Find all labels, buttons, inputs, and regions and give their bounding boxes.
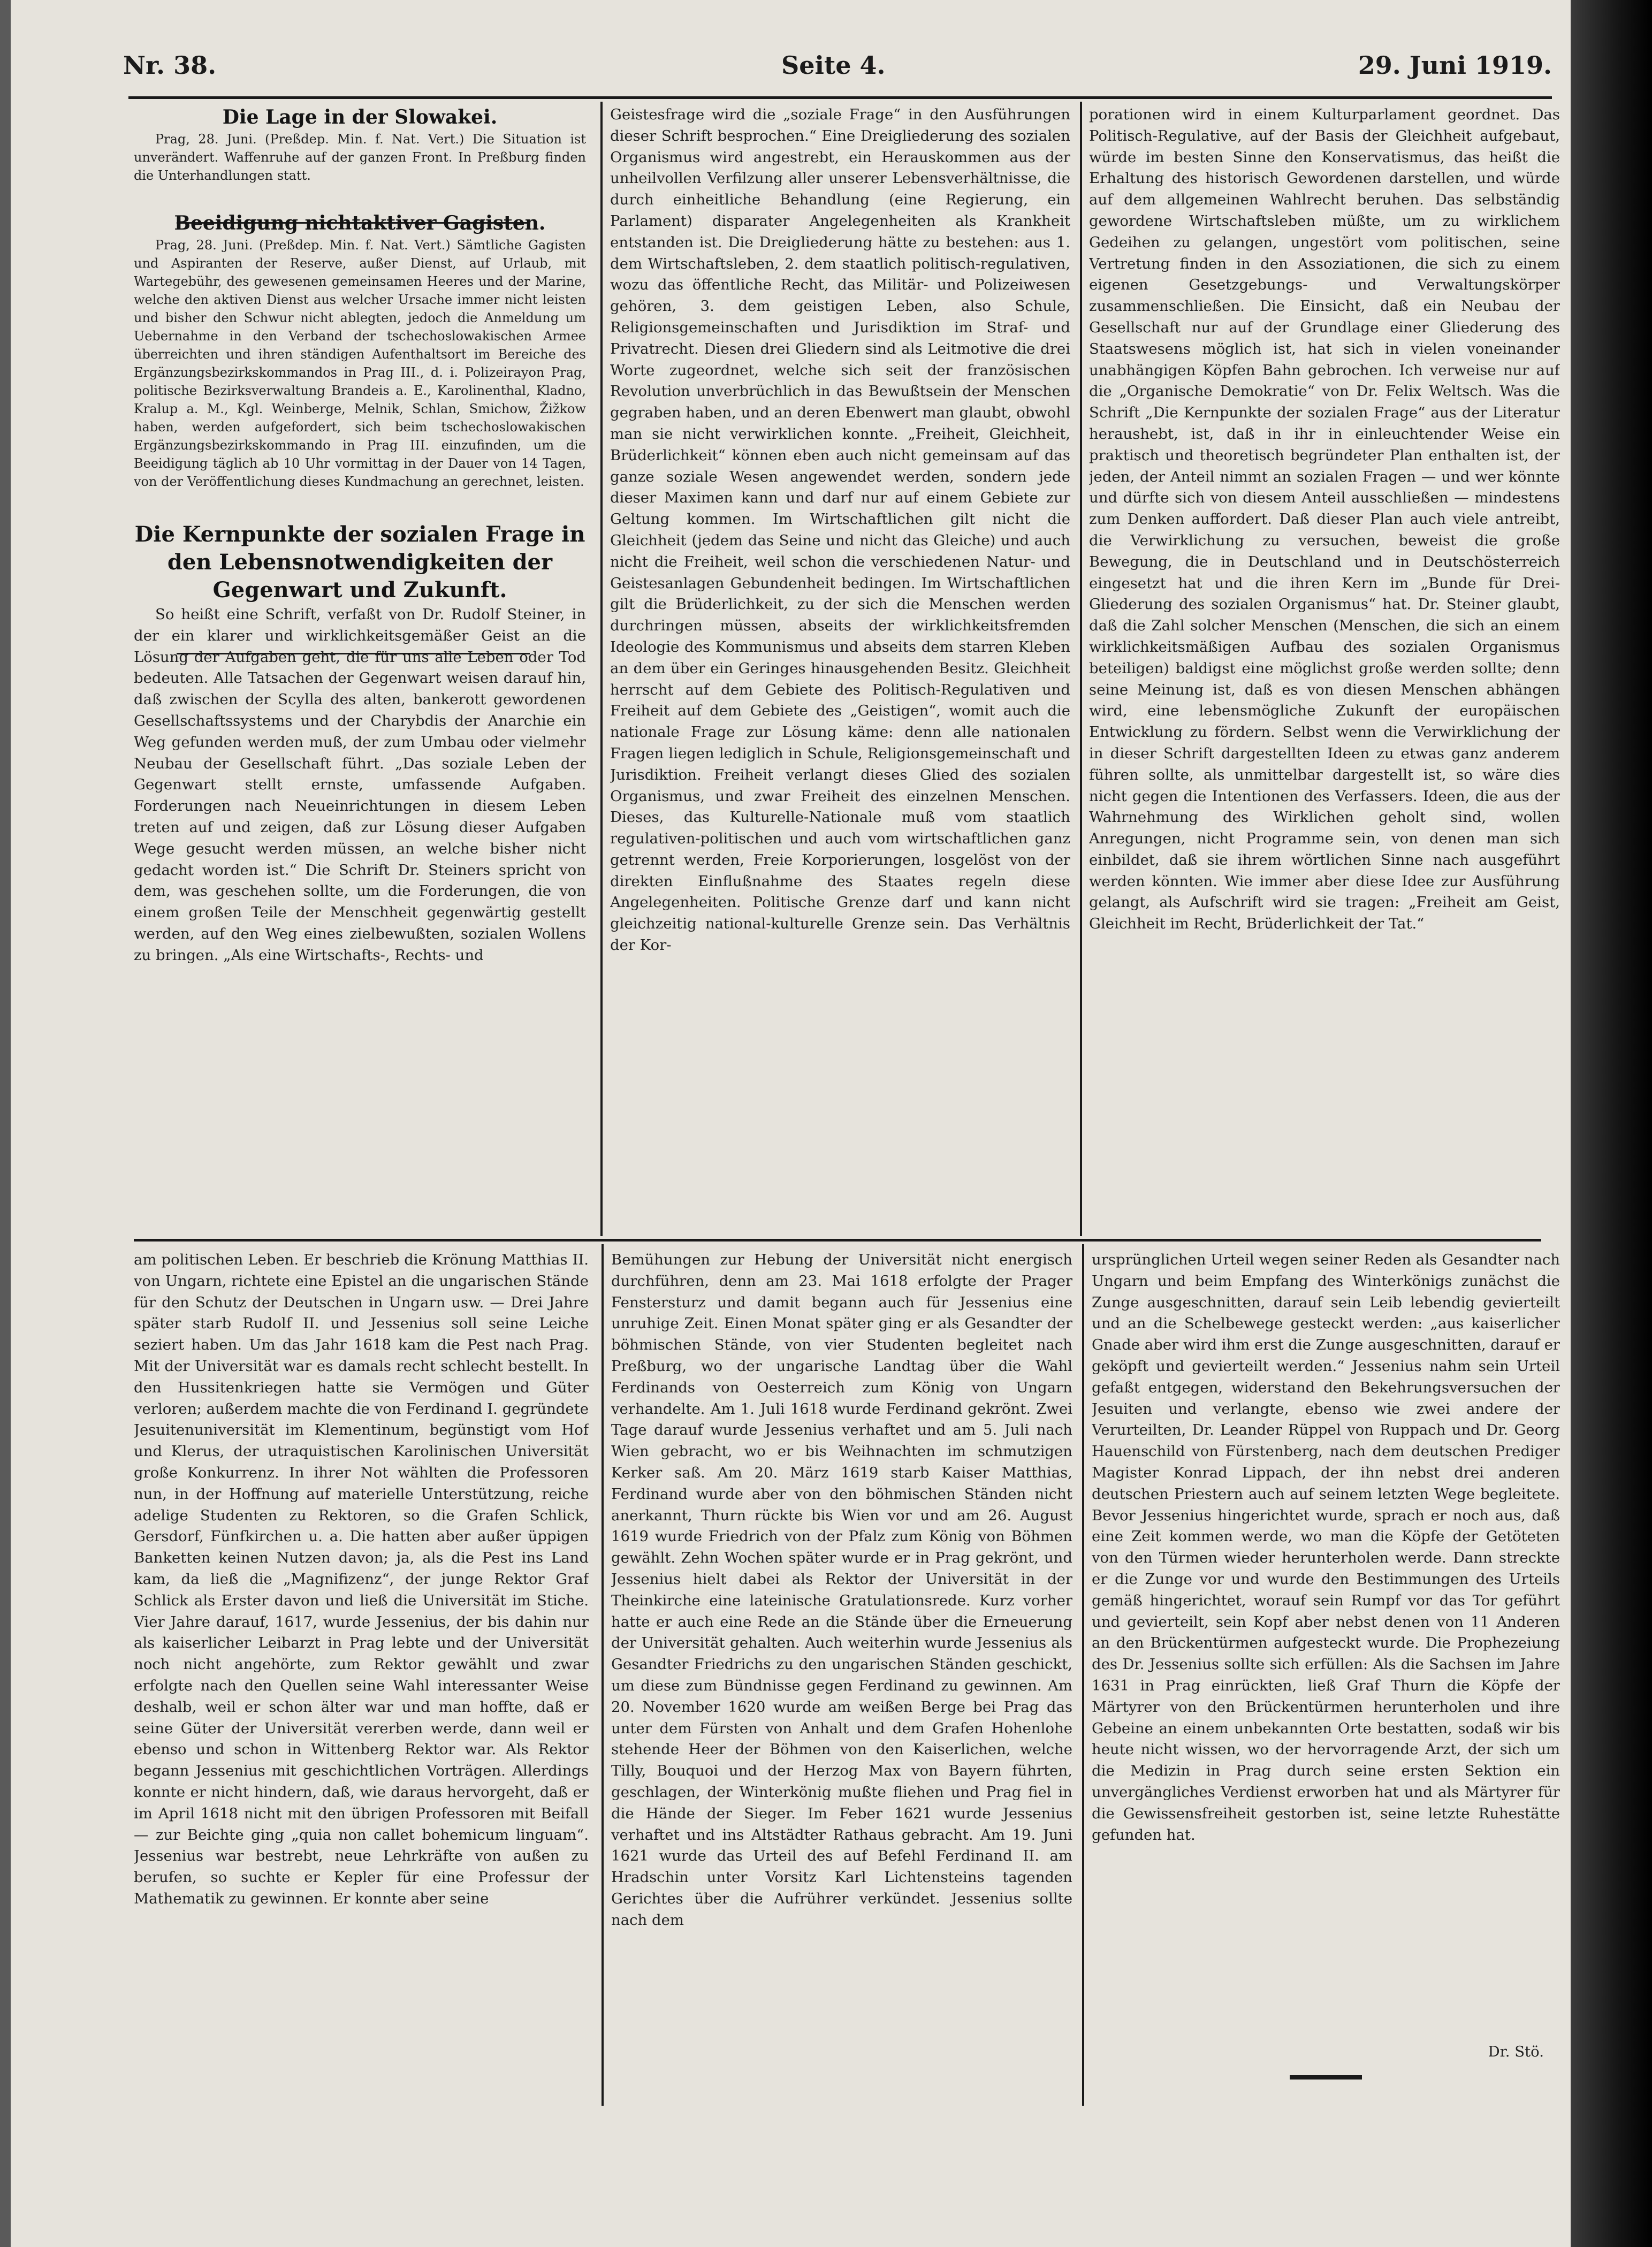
- article-jessenius-col3: ursprünglichen Urteil wegen seiner Reden als Gesandter nach Ungarn und beim Empfang des Winterkönigs zunächst die Zunge ausgeschnitten, darauf sein Leib lebendig gevierteilt und an die Schelbewege gesteckt werden: „aus kaiserlicher Gnade aber wird ihm erst die Zunge ausgeschnitten, darauf er geköpft und gevierteilt werden.“ Jessenius nahm sein Urteil gefaßt entgegen, widerstand den Bekehrungsversuchen der Jesuiten und verlangte, ebenso wie zwei andere der Verurteilten, Dr. Leander Rüppel von Ruppach und Dr. Georg Hauenschild von Fürstenberg, nach dem deutschen Prediger Magister Konrad Lippach, der ihn nebst drei anderen deutschen Priestern auch auf seinem letzten Wege begleitete. Bevor Jessenius hingerichtet wurde, sprach er noch aus, daß eine Zeit kommen werde, wo man die Köpfe der Getöteten von den Türmen wieder herunterholen werde. Dann streckte er die Zunge vor und wurde den Bestimmungen des Urteils gemäß hingerichtet, worauf sein Rumpf vor das Tor geführt und gevierteilt, sein Kopf aber nebst denen von 11 Anderen an den Brückentürmen aufgesteckt wurde. Die Prophezeiung des Dr. Jessenius sollte sich erfüllen: Als die Sachsen im Jahre 1631 in Prag einrückten, ließ Graf Thurn die Köpfe der Märtyrer von den Brückentürmen herunterholen und ihre Gebeine an einem unbekannten Orte bestatten, sodaß wir bis heute nicht wissen, wo der hervorragende Arzt, der sich um die Medizin in Prag durch seine ersten Sektion ein unvergängliches Verdienst erworben hat und als Märtyrer für die Gewissensfreiheit gestorben ist, seine letzte Ruhestätte gefunden hat.: [1092, 1251, 1560, 1844]
- article-kernpunkte-col3: porationen wird in einem Kulturparlament geordnet. Das Politisch-Regulative, auf der Basis der Gleichheit aufgebaut, würde im besten Sinne den Konservatismus, das heißt die Erhaltung des historisch Gewordenen darstellen, und würde auf dem allgemeinen Wahlrecht beruhen. Das selbständig gewordene Wirtschaftsleben müßte, um zu wirklichem Gedeihen zu gelangen, ungestört vom politischen, seine Vertretung finden in den Assoziationen, die sich zu einem eigenen Gesetzgebungs- und Verwaltungskörper zusammenschließen. Die Einsicht, daß ein Neubau der Gesellschaft nur auf der Grundlage einer Gliederung des Staatswesens möglich ist, hat sich in vielen voneinander unabhängigen Köpfen Bahn gebrochen. Ich verweise nur auf die „Organische Demokratie“ von Dr. Felix Weltsch. Was die Schrift „Die Kernpunkte der sozialen Frage“ aus der Literatur heraushebt, ist, daß in ihr in einleuchtender Weise ein praktisch und theoretisch begründeter Plan enthalten ist, der jeden, der Anteil nimmt an sozialen Fragen — und wer könnte und dürfte sich von diesem Anteil ausschließen — mindestens zum Denken auffordert. Daß dieser Plan auch viele antreibt, die Verwirklichung zu versuchen, beweist die große Bewegung, die in Deutschland und in Deutschösterreich eingesetzt hat und die ihren Kern im „Bunde für Drei-Gliederung des sozialen Organismus“ hat. Dr. Steiner glaubt, daß die Zahl solcher Menschen (Menschen, die sich an einem wirklichkeitsmäßigen Aufbau des sozialen Organismus beteiligen) baldigst eine möglichst große werden sollte; denn seine Meinung ist, daß es von diesen Menschen abhängen wird, eine lebensmögliche Zukunft der europäischen Entwicklung zu fördern. Selbst wenn die Verwirklichung der in dieser Schrift dargestellten Ideen zu etwas ganz anderem führen sollte, als unmittelbar dargestellt ist, so wäre dies nicht gegen die Intentionen des Verfassers. Ideen, die aus der Wahrnehmung des Wirklichen geholt sind, wollen Anregungen, nicht Programme sein, von denen man sich einbildet, daß sie ihrem wörtlichen Sinne nach ausgeführt werden könnten. Wie immer aber diese Idee zur Ausführung gelangt, als Aufschrift wird sie tragen: „Freiheit am Geist, Gleichheit im Recht, Brüderlichkeit der Tat.“: [1089, 106, 1560, 933]
- headline-lage-slowakei: Die Lage in der Slowakei.: [222, 106, 498, 128]
- page-header: [123, 51, 1568, 88]
- end-ornament: [1290, 2075, 1362, 2080]
- article-lage-slowakei-text: Prag, 28. Juni. (Preßdep. Min. f. Nat. Vert.) Die Situation ist unverändert. Waffenruhe auf der ganzen Front. In Preßburg finden die Unterhandlungen statt.: [134, 132, 586, 183]
- scan-border-right: [1571, 0, 1652, 2247]
- upper-column-1: [134, 104, 586, 1233]
- issue-number: Nr. 38.: [123, 51, 217, 80]
- upper-column-2: [610, 104, 1070, 1233]
- lower-column-1: [134, 1250, 589, 2103]
- signature-block: [1092, 2042, 1544, 2068]
- article-jessenius-col1: am politischen Leben. Er beschrieb die Krönung Matthias II. von Ungarn, richtete eine Epistel an die ungarischen Stände für den Schutz der Deutschen in Ungarn usw. — Drei Jahre später starb Rudolf II. und Jessenius soll seine Leiche seziert haben. Um das Jahr 1618 kam die Pest nach Prag. Mit der Universität war es damals recht schlecht bestellt. In den Hussitenkriegen hatte sie Vermögen und Güter verloren; außerdem machte die von Ferdinand I. gegründete Jesuitenuniversität im Klementinum, begünstigt vom Hof und Klerus, der utraquistischen Karolinischen Universität große Konkurrenz. In ihrer Not wählten die Professoren nun, in der Hoffnung auf materielle Unterstützung, reiche adelige Studenten zu Rektoren, so die Grafen Schlick, Gersdorf, Fünfkirchen u. a. Die hatten aber außer üppigen Banketten keinen Nutzen davon; ja, als die Pest ins Land kam, da ließ die „Magnifizenz“, der junge Rektor Graf Schlick als Erster davon und ließ die Universität im Stiche. Vier Jahre darauf, 1617, wurde Jessenius, der bis dahin nur als kaiserlicher Leibarzt in Prag lebte und der Universität noch nicht angehörte, zum Rektor gewählt und zwar erfolgte nach den Quellen seine Wahl interessanter Weise deshalb, weil er schon älter war und man hoffte, daß er seine Güter der Universität vererben werde, dann weil er ebenso und schon in Wittenberg Rektor war. Als Rektor begann Jessenius mit geschichtlichen Vorträgen. Allerdings konnte er nicht hindern, daß, wie daraus hervorgeht, daß er im April 1618 nicht mit den übrigen Professoren mit Beifall — zur Beichte ging „quia non callet bohemicum linguam“. Jessenius war bestrebt, neue Lehrkräfte von außen zu berufen, so suchte er Kepler für eine Professur der Mathematik zu gewinnen. Er konnte aber seine: [134, 1251, 589, 1907]
- lower-column-3: [1092, 1250, 1560, 2063]
- header-rule: [128, 96, 1552, 99]
- lower-column-2: [611, 1250, 1072, 2103]
- section-rule: [134, 1239, 1541, 1241]
- issue-date: 29. Juni 1919.: [1358, 51, 1552, 80]
- column-rule-upper-1: [600, 102, 603, 1236]
- headline-kernpunkte: Die Kernpunkte der sozialen Frage in den Lebensnotwendigkeiten der Gegenwart und Zukunft.: [134, 522, 585, 603]
- page-number: Seite 4.: [781, 51, 886, 80]
- article-signature: Dr. Stö.: [1488, 2043, 1544, 2060]
- column-rule-upper-2: [1080, 102, 1082, 1236]
- article-kernpunkte-col2: Geistesfrage wird die „soziale Frage“ in den Ausführungen dieser Schrift besprochen.“ Eine Dreigliederung des sozialen Organismus wird angestrebt, ein Herauskommen aus der unheilvollen Verfilzung aller unserer Lebensverhältnisse, die durch einheitliche Behandlung (eine Regierung, ein Parlament) disparater Angelegenheiten als Krankheit entstanden ist. Die Dreigliederung hätte zu bestehen: aus 1. dem Wirtschaftsleben, 2. dem staatlich politisch-regulativen, wozu das öffentliche Recht, das Militär- und Polizeiwesen gehören, 3. dem geistigen Leben, also Schule, Religionsgemeinschaften und Jurisdiktion im Straf- und Privatrecht. Diesen drei Gliedern sind als Leitmotive die drei Worte zugeordnet, welche sich seit der französischen Revolution unverbrüchlich in das Bewußtsein der Menschen gegraben haben, und an deren Ebenwert man glaubt, obwohl man sie nicht verwirklichen konnte. „Freiheit, Gleichheit, Brüderlichkeit“ können eben auch nicht gemeinsam auf das ganze soziale Wesen angewendet werden, sondern jede dieser Maximen kann und darf nur auf einem Gebiete zur Geltung kommen. Im Wirtschaftlichen gilt nicht die Gleichheit (jedem das Seine und nicht das Gleiche) und auch nicht die Freiheit, weil schon die verschiedenen Natur- und Geistesanlagen Gebundenheit bedingen. Im Wirtschaftlichen gilt die Brüderlichkeit, zu der sich die Menschen werden durchringen müssen, abseits der wirklichkeitsfremden Ideologie des Kommunismus und abseits dem starren Kleben an dem über ein Geringes hinausgehenden Besitz. Gleichheit herrscht auf dem Gebiete des Politisch-Regulativen und Freiheit auf dem Gebiete des „Geistigen“, womit auch die nationale Frage zur Lösung käme: denn alle nationalen Fragen liegen lediglich in Schule, Religionsgemeinschaft und Jurisdiktion. Freiheit verlangt dieses Glied des sozialen Organismus, und zwar Freiheit des einzelnen Menschen. Dieses, das Kulturelle-Nationale muß vom staatlich regulativen-politischen und auch vom wirtschaftlichen ganz getrennt werden, Freie Korporierungen, losgelöst von der direkten Einflußnahme des Staates regeln diese Angelegenheiten. Politische Grenze darf und kann nicht gleichzeitig national-kulturelle Grenze sein. Das Verhältnis der Kor-: [610, 106, 1070, 954]
- article-beeidigung-text: Prag, 28. Juni. (Preßdep. Min. f. Nat. Vert.) Sämtliche Gagisten und Aspiranten der Reserve, außer Dienst, auf Urlaub, mit Wartegebühr, des gewesenen gemeinsamen Heeres und der Marine, welche den aktiven Dienst aus welcher Ursache immer nicht leisten und bisher den Schwur nicht ablegten, jedoch die Anmeldung um Uebernahme in den Verband der tschechoslowakischen Armee überreichten und ihren ständigen Aufenthaltsort im Bereiche des Ergänzungsbezirkskommandos in Prag III., d. i. Polizeirayon Prag, politische Bezirksverwaltung Brandeis a. E., Karolinenthal, Kladno, Kralup a. M., Kgl. Weinberge, Melnik, Schlan, Smichow, Žižkow haben, werden aufgefordert, sich beim tschechoslowakischen Ergänzungsbezirkskommando in Prag III. einzufinden, um die Beeidigung täglich ab 10 Uhr vormittag in der Dauer von 14 Tagen, von der Veröffentlichung dieses Kundmachung an gerechnet, leisten.: [134, 238, 586, 489]
- column-rule-lower-2: [1082, 1244, 1084, 2106]
- column-rule-lower-1: [602, 1244, 604, 2106]
- article-jessenius-col2: Bemühungen zur Hebung der Universität nicht energisch durchführen, denn am 23. Mai 1618 erfolgte der Prager Fenstersturz und damit begann auch für Jessenius eine unruhige Zeit. Einen Monat später ging er als Gesandter der böhmischen Stände, von vier Studenten begleitet nach Preßburg, wo der ungarische Landtag über die Wahl Ferdinands von Oesterreich zum König von Ungarn verhandelte. Am 1. Juli 1618 wurde Ferdinand gekrönt. Zwei Tage darauf wurde Jessenius verhaftet und am 5. Juli nach Wien gebracht, wo er bis Weihnachten im schmutzigen Kerker saß. Am 20. März 1619 starb Kaiser Matthias, Ferdinand wurde aber von den böhmischen Ständen nicht anerkannt, Thurn rückte bis Wien vor und am 26. August 1619 wurde Friedrich von der Pfalz zum König von Böhmen gewählt. Zehn Wochen später wurde er in Prag gekrönt, und Jessenius hielt dabei als Rektor der Universität in der Theinkirche eine lateinische Gratulationsrede. Kurz vorher hatte er auch eine Rede an die Stände über die Erneuerung der Universität gehalten. Auch weiterhin wurde Jessenius als Gesandter Friedrichs zu den ungarischen Ständen geschickt, um diese zum Bündnisse gegen Ferdinand zu gewinnen. Am 20. November 1620 wurde am weißen Berge bei Prag das unter dem Fürsten von Anhalt und dem Grafen Hohenlohe stehende Heer der Böhmen von den Kaiserlichen, welche Tilly, Bouquoi und der Herzog Max von Bayern führten, geschlagen, der Winterkönig mußte fliehen und Prag fiel in die Hände der Sieger. Im Feber 1621 wurde Jessenius verhaftet und ins Altstädter Rathaus gebracht. Am 19. Juni 1621 wurde das Urteil des auf Befehl Ferdinand II. am Hradschin unter Vorsitz Karl Lichtensteins tagenden Gerichtes über die Aufrührer verkündet. Jessenius sollte nach dem: [611, 1251, 1072, 1929]
- article-kernpunkte-col1: So heißt eine Schrift, verfaßt von Dr. Rudolf Steiner, in der ein klarer und wirklichkeitsgemäßer Geist an die Lösung der Aufgaben geht, die für uns alle Leben oder Tod bedeuten. Alle Tatsachen der Gegenwart weisen darauf hin, daß zwischen der Scylla des alten, bankerott gewordenen Gesellschaftssystems und der Charybdis der Anarchie ein Weg gefunden werden muß, der zum Umbau oder vielmehr Neubau der Gesellschaft führt. „Das soziale Leben der Gegenwart stellt ernste, umfassende Aufgaben. Forderungen nach Neueinrichtungen in diesem Leben treten auf und zeigen, daß zur Lösung dieser Aufgaben Wege gesucht werden müssen, an welche bisher nicht gedacht worden ist.“ Die Schrift Dr. Steiners spricht von dem, was geschehen sollte, um die Forderungen, die von einem großen Teile der Menschheit gegenwärtig gestellt werden, auf den Weg eines zielbewußten, sozialen Wollens zu bringen. „Als eine Wirtschafts-, Rechts- und: [134, 606, 586, 964]
- upper-column-3: [1089, 104, 1560, 1233]
- headline-beeidigung: Beeidigung nichtaktiver Gagisten.: [174, 212, 546, 234]
